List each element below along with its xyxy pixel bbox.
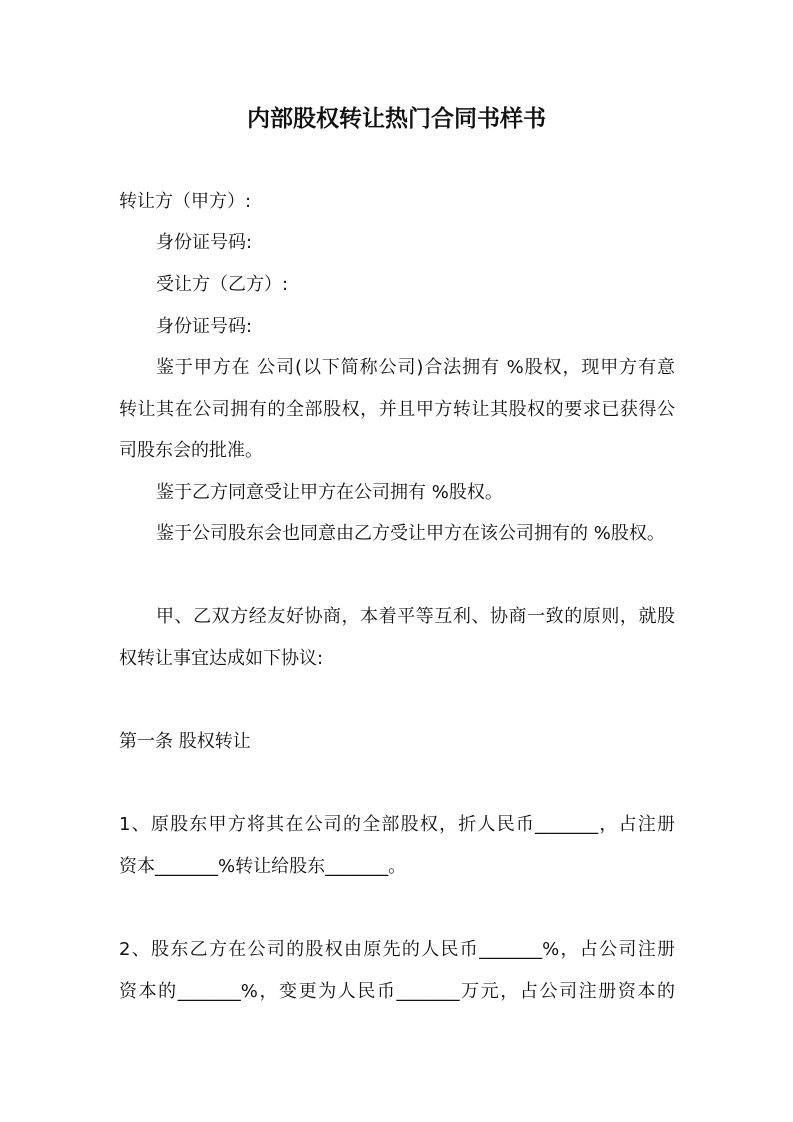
recital-1-line-1: 鉴于甲方在 公司(以下简称公司)合法拥有 %股权，现甲方有意 <box>156 357 675 378</box>
agreement-intro-line-2: 权转让事宜达成如下协议: <box>119 648 324 669</box>
clause-1-line-2: 资本_______%转让给股东_______。 <box>119 856 407 877</box>
agreement-intro-line-1: 甲、乙双方经友好协商，本着平等互利、协商一致的原则，就股 <box>156 606 675 627</box>
transferor-id-label: 身份证号码: <box>156 232 253 253</box>
clause-1-line-1: 1、原股东甲方将其在公司的全部股权，折人民币_______，占注册 <box>119 814 675 835</box>
recital-1-line-3: 司股东会的批准。 <box>119 440 263 461</box>
recital-2: 鉴于乙方同意受让甲方在公司拥有 %股权。 <box>156 482 503 503</box>
clause-2-line-1: 2、股东乙方在公司的股权由原先的人民币_______%，占公司注册 <box>119 939 675 960</box>
transferor-label: 转让方（甲方）: <box>119 191 252 212</box>
transferee-id-label: 身份证号码: <box>156 316 253 337</box>
transferee-label: 受让方（乙方）: <box>156 274 289 295</box>
document-title: 内部股权转让热门合同书样书 <box>247 106 546 132</box>
article-1-heading: 第一条 股权转让 <box>119 731 251 752</box>
recital-1-line-2: 转让其在公司拥有的全部股权，并且甲方转让其股权的要求已获得公 <box>119 399 675 420</box>
recital-3: 鉴于公司股东会也同意由乙方受让甲方在该公司拥有的 %股权。 <box>156 523 665 544</box>
clause-2-line-2: 资本的_______%，变更为人民币_______万元，占公司注册资本的 <box>119 981 675 1002</box>
